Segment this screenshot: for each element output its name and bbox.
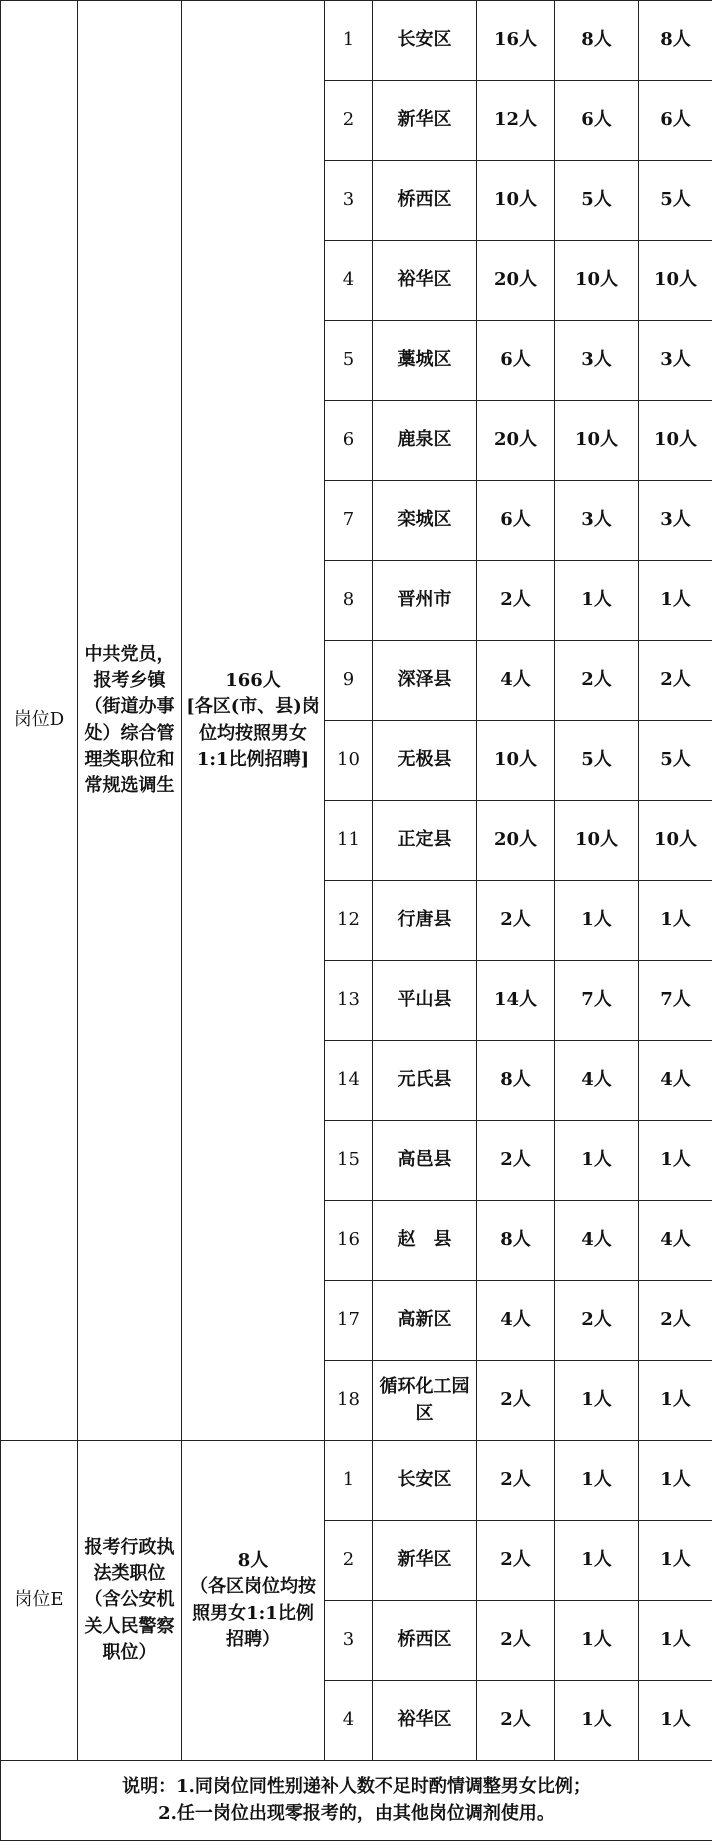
quota-female: 3人 (639, 321, 712, 401)
district-name: 栾城区 (373, 481, 477, 561)
quota-female: 10人 (639, 401, 712, 481)
quota-total: 2人 (477, 881, 555, 961)
quota-male: 3人 (555, 481, 639, 561)
district-name: 藁城区 (373, 321, 477, 401)
post-name: 岗位E (1, 1441, 78, 1761)
quota-male: 1人 (555, 1441, 639, 1521)
note-row (1, 1761, 712, 1841)
quota-total: 20人 (477, 241, 555, 321)
district-name: 裕华区 (373, 1681, 477, 1761)
quota-female: 6人 (639, 81, 712, 161)
quota-male: 1人 (555, 1121, 639, 1201)
quota-total: 4人 (477, 641, 555, 721)
row-number: 17 (325, 1281, 373, 1361)
quota-male: 10人 (555, 241, 639, 321)
row-number: 4 (325, 1681, 373, 1761)
quota-total: 2人 (477, 1441, 555, 1521)
post-name: 岗位D (1, 1, 78, 1441)
post-total (182, 1441, 325, 1761)
quota-male: 5人 (555, 721, 639, 801)
quota-total: 2人 (477, 1361, 555, 1441)
quota-male: 1人 (555, 1361, 639, 1441)
post-condition: 报考行政执法类职位（含公安机关人民警察职位） (78, 1441, 182, 1761)
quota-male: 2人 (555, 641, 639, 721)
quota-total: 14人 (477, 961, 555, 1041)
row-number: 3 (325, 1601, 373, 1681)
post-total-line: 8人 (237, 1550, 269, 1572)
row-number: 6 (325, 401, 373, 481)
quota-male: 10人 (555, 801, 639, 881)
quota-female: 4人 (639, 1041, 712, 1121)
district-name: 裕华区 (373, 241, 477, 321)
row-number: 3 (325, 161, 373, 241)
quota-total: 2人 (477, 561, 555, 641)
quota-female: 1人 (639, 1681, 712, 1761)
quota-female: 1人 (639, 1121, 712, 1201)
table-row (1, 1, 712, 81)
post-total-line: [各区(市、县)岗位均按照男女1:1比例招聘] (186, 696, 320, 770)
district-name: 桥西区 (373, 161, 477, 241)
quota-total: 6人 (477, 321, 555, 401)
quota-male: 1人 (555, 561, 639, 641)
post-total-line: （各区岗位均按照男女1:1比例招聘） (190, 1576, 316, 1650)
quota-female: 1人 (639, 1361, 712, 1441)
district-name: 新华区 (373, 1521, 477, 1601)
quota-total: 2人 (477, 1601, 555, 1681)
quota-total: 2人 (477, 1121, 555, 1201)
quota-female: 5人 (639, 721, 712, 801)
quota-female: 1人 (639, 881, 712, 961)
quota-total: 6人 (477, 481, 555, 561)
district-name: 晋州市 (373, 561, 477, 641)
quota-total: 10人 (477, 721, 555, 801)
row-number: 18 (325, 1361, 373, 1441)
quota-female: 3人 (639, 481, 712, 561)
row-number: 1 (325, 1, 373, 81)
quota-male: 1人 (555, 881, 639, 961)
quota-male: 4人 (555, 1041, 639, 1121)
post-total-line: 166人 (225, 670, 281, 692)
row-number: 8 (325, 561, 373, 641)
row-number: 13 (325, 961, 373, 1041)
row-number: 5 (325, 321, 373, 401)
row-number: 2 (325, 81, 373, 161)
quota-female: 5人 (639, 161, 712, 241)
district-name: 行唐县 (373, 881, 477, 961)
quota-total: 10人 (477, 161, 555, 241)
quota-male: 8人 (555, 1, 639, 81)
quota-female: 2人 (639, 1281, 712, 1361)
quota-total: 4人 (477, 1281, 555, 1361)
quota-female: 7人 (639, 961, 712, 1041)
row-number: 15 (325, 1121, 373, 1201)
row-number: 12 (325, 881, 373, 961)
row-number: 4 (325, 241, 373, 321)
row-number: 9 (325, 641, 373, 721)
quota-male: 1人 (555, 1521, 639, 1601)
quota-female: 10人 (639, 241, 712, 321)
district-name: 元氏县 (373, 1041, 477, 1121)
quota-female: 4人 (639, 1201, 712, 1281)
quota-male: 6人 (555, 81, 639, 161)
district-name: 新华区 (373, 81, 477, 161)
quota-male: 7人 (555, 961, 639, 1041)
district-name: 高邑县 (373, 1121, 477, 1201)
district-name: 深泽县 (373, 641, 477, 721)
row-number: 10 (325, 721, 373, 801)
quota-total: 8人 (477, 1201, 555, 1281)
quota-total: 16人 (477, 1, 555, 81)
quota-total: 12人 (477, 81, 555, 161)
district-name: 循环化工园区 (373, 1361, 477, 1441)
quota-female: 10人 (639, 801, 712, 881)
quota-male: 4人 (555, 1201, 639, 1281)
row-number: 7 (325, 481, 373, 561)
row-number: 11 (325, 801, 373, 881)
note-line: 说明：1.同岗位同性别递补人数不足时酌情调整男女比例； (122, 1776, 591, 1798)
quota-female: 2人 (639, 641, 712, 721)
district-name: 正定县 (373, 801, 477, 881)
quota-female: 8人 (639, 1, 712, 81)
quota-total: 2人 (477, 1521, 555, 1601)
quota-male: 10人 (555, 401, 639, 481)
district-name: 平山县 (373, 961, 477, 1041)
quota-total: 20人 (477, 801, 555, 881)
table-row (1, 1441, 712, 1521)
note (1, 1761, 712, 1841)
quota-male: 1人 (555, 1601, 639, 1681)
quota-male: 3人 (555, 321, 639, 401)
quota-female: 1人 (639, 1521, 712, 1601)
district-name: 长安区 (373, 1441, 477, 1521)
row-number: 14 (325, 1041, 373, 1121)
row-number: 2 (325, 1521, 373, 1601)
district-name: 长安区 (373, 1, 477, 81)
post-condition: 中共党员，报考乡镇（街道办事处）综合管理类职位和常规选调生 (78, 1, 182, 1441)
district-name: 鹿泉区 (373, 401, 477, 481)
post-total (182, 1, 325, 1441)
quota-total: 20人 (477, 401, 555, 481)
district-name: 桥西区 (373, 1601, 477, 1681)
note-line: 2.任一岗位出现零报考的，由其他岗位调剂使用。 (158, 1802, 555, 1824)
quota-female: 1人 (639, 1441, 712, 1521)
row-number: 16 (325, 1201, 373, 1281)
quota-male: 2人 (555, 1281, 639, 1361)
quota-total: 8人 (477, 1041, 555, 1121)
quota-female: 1人 (639, 561, 712, 641)
quota-male: 1人 (555, 1681, 639, 1761)
district-name: 高新区 (373, 1281, 477, 1361)
row-number: 1 (325, 1441, 373, 1521)
district-name: 无极县 (373, 721, 477, 801)
quota-total: 2人 (477, 1681, 555, 1761)
quota-male: 5人 (555, 161, 639, 241)
district-name: 赵 县 (373, 1201, 477, 1281)
quota-female: 1人 (639, 1601, 712, 1681)
